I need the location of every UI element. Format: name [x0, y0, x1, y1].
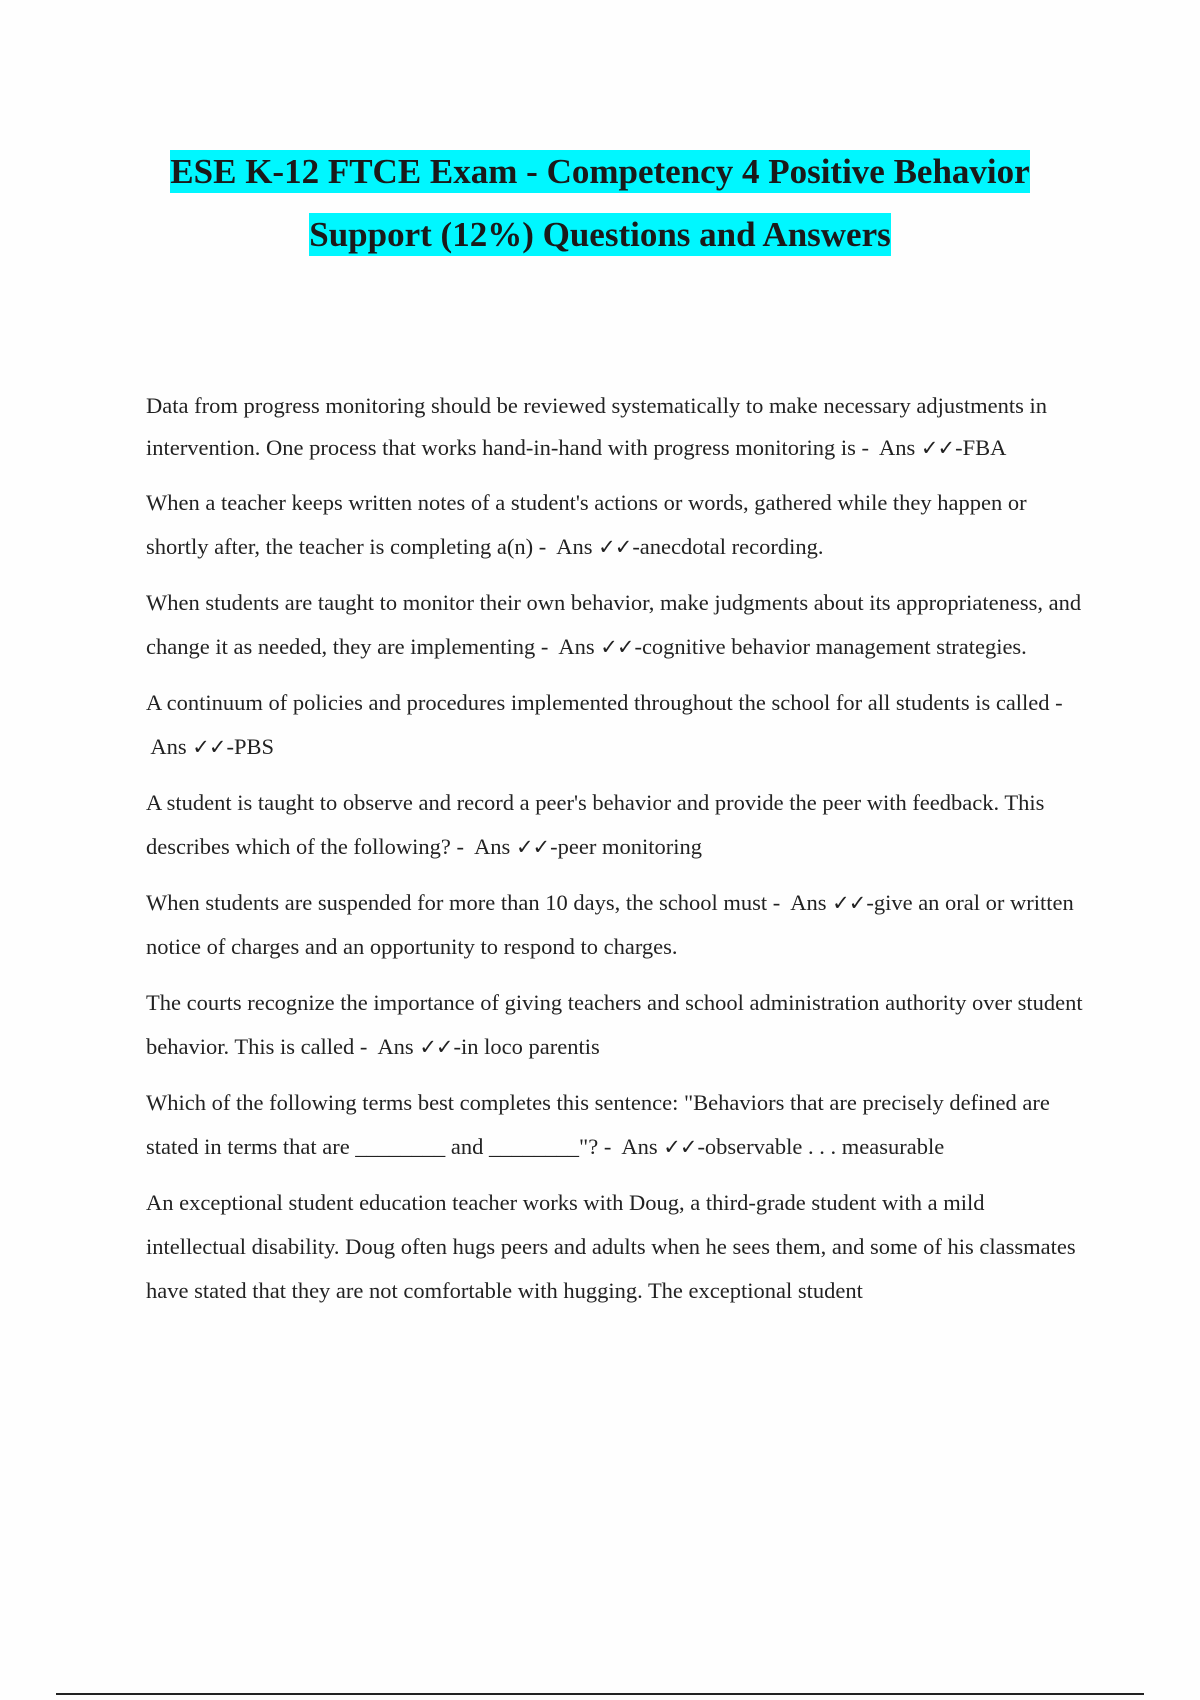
double-check-icon: ✓✓	[419, 1035, 453, 1059]
trailing-paragraph: An exceptional student education teacher works with Doug, a third-grade student with a mild intellectual disability. Doug often hugs peers and adults when he sees them, and some of his classmates have stated that they are not comfortable with hugging. The exceptional student	[146, 1190, 1076, 1303]
ans-label: Ans	[879, 435, 916, 460]
page-bottom-rule	[56, 1693, 1144, 1695]
double-check-icon: ✓✓	[598, 535, 632, 559]
title-line-2: Support (12%) Questions and Answers	[309, 215, 891, 254]
qa-item	[146, 681, 1086, 769]
ans-label: Ans	[621, 1134, 658, 1159]
question-text: When students are taught to monitor their own behavior, make judgments about its appropriateness, and change it as needed, they are implementing -	[146, 590, 1082, 659]
qa-item	[146, 385, 1086, 469]
double-check-icon: ✓✓	[600, 635, 634, 659]
qa-item	[146, 581, 1086, 669]
ans-label: Ans	[790, 890, 827, 915]
question-text: Which of the following terms best completes this sentence: "Behaviors that are precisely defined are stated in terms that are ________ and ________"? -	[146, 1090, 1050, 1159]
qa-item	[146, 781, 1086, 869]
qa-list	[146, 385, 1086, 1325]
answer-text: -in loco parentis	[453, 1034, 600, 1059]
double-check-icon: ✓✓	[663, 1135, 697, 1159]
question-text: The courts recognize the importance of giving teachers and school administration authority over student behavior. This is called -	[146, 990, 1083, 1059]
answer-text: -FBA	[955, 435, 1007, 460]
ans-label: Ans	[558, 634, 595, 659]
question-text: Data from progress monitoring should be reviewed systematically to make necessary adjustments in intervention. One process that works hand-in-hand with progress monitoring is -	[146, 393, 1048, 460]
answer-text: -give an oral or written notice of charges and an opportunity to respond to charges.	[146, 890, 1074, 959]
question-text: A continuum of policies and procedures implemented throughout the school for all students is called -	[146, 690, 1063, 715]
document-title	[100, 140, 1100, 266]
answer-text: -PBS	[226, 734, 275, 759]
ans-label: Ans	[556, 534, 593, 559]
qa-item	[146, 481, 1086, 569]
question-text: When a teacher keeps written notes of a student's actions or words, gathered while they happen or shortly after, the teacher is completing a(n) -	[146, 490, 1027, 559]
answer-text: -observable . . . measurable	[697, 1134, 945, 1159]
double-check-icon: ✓✓	[515, 835, 550, 859]
answer-text: -cognitive behavior management strategies.	[634, 634, 1027, 659]
question-text: A student is taught to observe and record a peer's behavior and provide the peer with feedback. This describes which of the following? -	[146, 790, 1045, 859]
qa-item	[146, 1081, 1086, 1169]
answer-text: -anecdotal recording.	[632, 534, 824, 559]
title-line-1: ESE K-12 FTCE Exam - Competency 4 Positive Behavior	[170, 152, 1030, 191]
double-check-icon: ✓✓	[192, 735, 226, 759]
double-check-icon: ✓✓	[832, 891, 866, 915]
double-check-icon: ✓✓	[920, 436, 955, 460]
question-text: When students are suspended for more than 10 days, the school must -	[146, 890, 781, 915]
qa-item	[146, 881, 1086, 969]
ans-label: Ans	[474, 834, 511, 859]
qa-item	[146, 981, 1086, 1069]
answer-text: -peer monitoring	[550, 834, 702, 859]
ans-label: Ans	[150, 734, 187, 759]
ans-label: Ans	[377, 1034, 414, 1059]
